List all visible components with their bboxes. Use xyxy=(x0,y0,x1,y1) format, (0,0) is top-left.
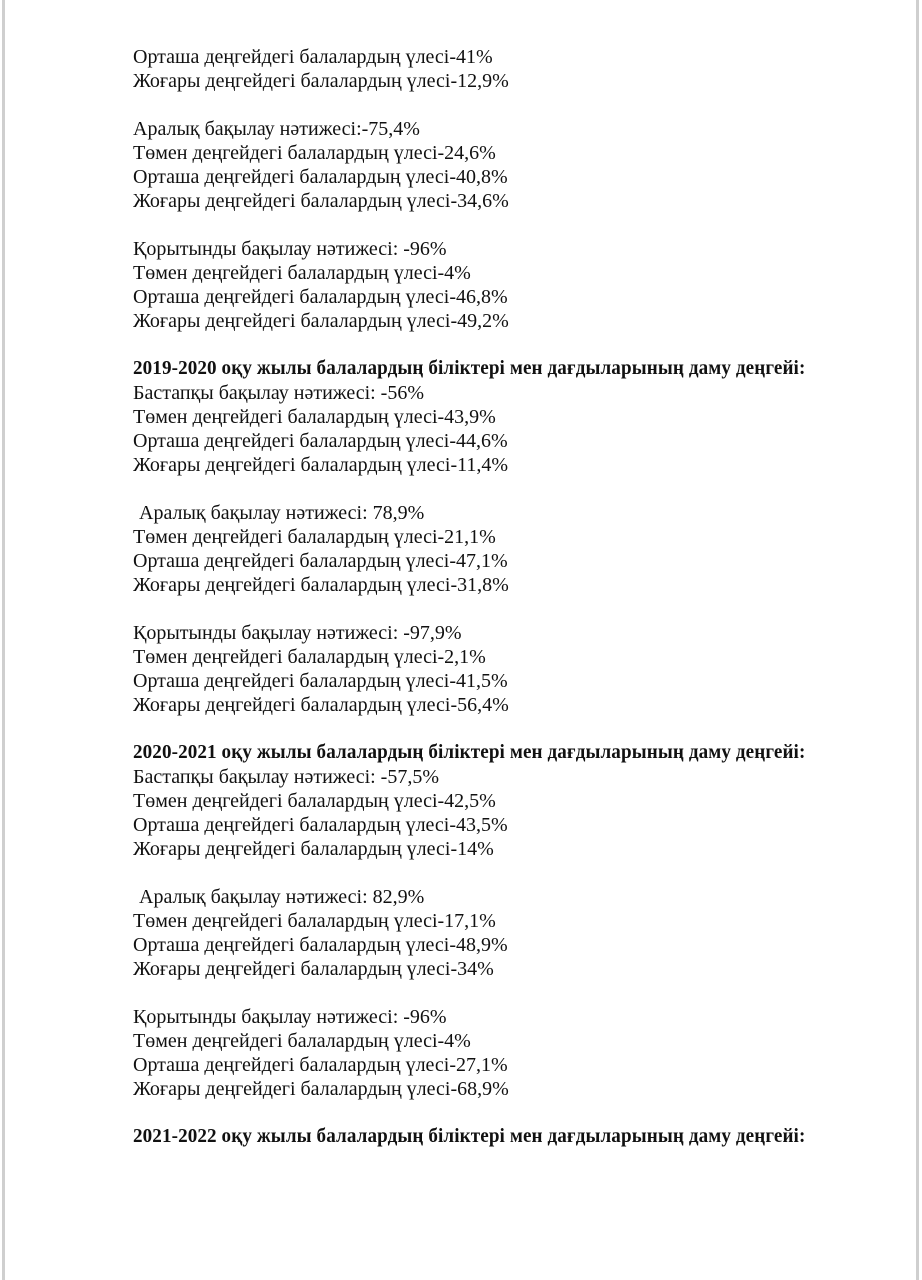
section-previous-year xyxy=(133,45,855,357)
high-level-share: Жоғары деңгейдегі балалардың үлесі-31,8% xyxy=(133,574,509,596)
section-2019-2020 xyxy=(133,357,855,741)
low-level-share: Төмен деңгейдегі балалардың үлесі-24,6% xyxy=(133,142,496,164)
intermediate-result-title: Аралық бақылау нәтижесі: 82,9% xyxy=(139,886,425,908)
low-level-share: Төмен деңгейдегі балалардың үлесі-17,1% xyxy=(133,910,496,932)
high-level-share: Жоғары деңгейдегі балалардың үлесі-11,4% xyxy=(133,454,509,476)
section-2020-2021 xyxy=(133,741,855,1125)
intermediate-result-title: Аралық бақылау нәтижесі:-75,4% xyxy=(133,118,420,140)
low-level-share: Төмен деңгейдегі балалардың үлесі-4% xyxy=(133,262,471,284)
mid-level-share: Орташа деңгейдегі балалардың үлесі-48,9% xyxy=(133,934,508,956)
initial-result-title: Бастапқы бақылау нәтижесі: -56% xyxy=(133,382,425,404)
mid-level-share: Орташа деңгейдегі балалардың үлесі-41,5% xyxy=(133,670,508,692)
final-result-title: Қорытынды бақылау нәтижесі: -96% xyxy=(133,1006,447,1028)
section-heading: 2021-2022 оқу жылы балалардың біліктері мен дағдыларының даму деңгейі: xyxy=(133,1126,806,1147)
page-border-right xyxy=(916,0,919,1280)
mid-level-share: Орташа деңгейдегі балалардың үлесі-43,5% xyxy=(133,814,508,836)
final-result-title: Қорытынды бақылау нәтижесі: -97,9% xyxy=(133,622,462,644)
mid-level-share: Орташа деңгейдегі балалардың үлесі-46,8% xyxy=(133,286,508,308)
mid-level-share: Орташа деңгейдегі балалардың үлесі-40,8% xyxy=(133,166,508,188)
low-level-share: Төмен деңгейдегі балалардың үлесі-43,9% xyxy=(133,406,496,428)
low-level-share: Төмен деңгейдегі балалардың үлесі-2,1% xyxy=(133,646,486,668)
mid-level-share: Орташа деңгейдегі балалардың үлесі-27,1% xyxy=(133,1054,508,1076)
low-level-share: Төмен деңгейдегі балалардың үлесі-4% xyxy=(133,1030,471,1052)
mid-level-share: Орташа деңгейдегі балалардың үлесі-41% xyxy=(133,46,493,68)
high-level-share: Жоғары деңгейдегі балалардың үлесі-34% xyxy=(133,958,494,980)
intermediate-result-title: Аралық бақылау нәтижесі: 78,9% xyxy=(139,502,425,524)
high-level-share: Жоғары деңгейдегі балалардың үлесі-68,9% xyxy=(133,1078,509,1100)
low-level-share: Төмен деңгейдегі балалардың үлесі-42,5% xyxy=(133,790,496,812)
page-border-left xyxy=(2,0,5,1280)
section-heading: 2020-2021 оқу жылы балалардың біліктері мен дағдыларының даму деңгейі: xyxy=(133,742,806,763)
final-result-title: Қорытынды бақылау нәтижесі: -96% xyxy=(133,238,447,260)
high-level-share: Жоғары деңгейдегі балалардың үлесі-12,9% xyxy=(133,70,509,92)
document-body xyxy=(133,45,855,1149)
section-heading: 2019-2020 оқу жылы балалардың біліктері мен дағдыларының даму деңгейі: xyxy=(133,358,806,379)
mid-level-share: Орташа деңгейдегі балалардың үлесі-47,1% xyxy=(133,550,508,572)
mid-level-share: Орташа деңгейдегі балалардың үлесі-44,6% xyxy=(133,430,508,452)
high-level-share: Жоғары деңгейдегі балалардың үлесі-56,4% xyxy=(133,694,509,716)
initial-result-title: Бастапқы бақылау нәтижесі: -57,5% xyxy=(133,766,440,788)
high-level-share: Жоғары деңгейдегі балалардың үлесі-49,2% xyxy=(133,310,509,332)
section-2021-2022 xyxy=(133,1125,855,1149)
high-level-share: Жоғары деңгейдегі балалардың үлесі-14% xyxy=(133,838,494,860)
high-level-share: Жоғары деңгейдегі балалардың үлесі-34,6% xyxy=(133,190,509,212)
low-level-share: Төмен деңгейдегі балалардың үлесі-21,1% xyxy=(133,526,496,548)
